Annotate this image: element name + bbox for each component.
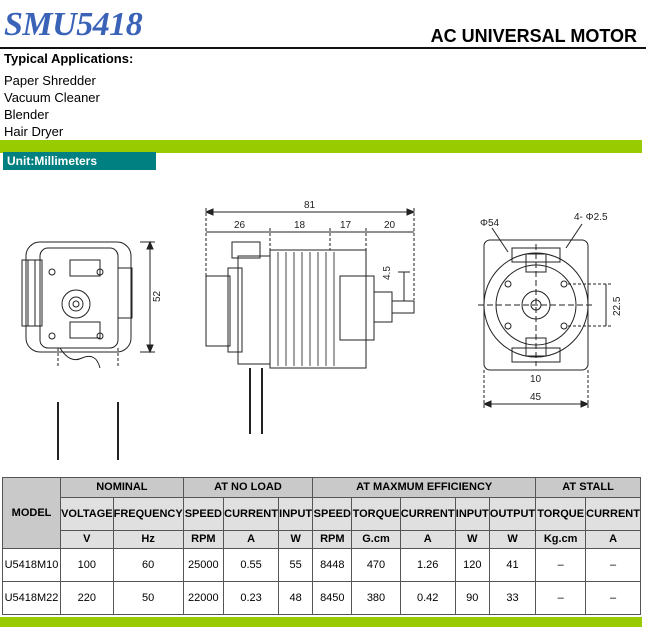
product-title: SMU5418	[4, 6, 143, 43]
table-cell: 50	[113, 582, 183, 615]
col-header: TORQUE	[536, 498, 586, 531]
table-cell: 1.26	[400, 549, 455, 582]
application-item: Vacuum Cleaner	[4, 90, 100, 105]
dim-total-label: 81	[304, 200, 316, 211]
table-cell: 470	[352, 549, 400, 582]
table-row	[3, 549, 641, 582]
table-cell: 90	[455, 582, 489, 615]
table-cell: 41	[489, 549, 535, 582]
col-header: FREQUENCY	[113, 498, 183, 531]
dim-a-label: 26	[234, 220, 246, 231]
th-max-efficiency: AT MAXMUM EFFICIENCY	[313, 478, 536, 498]
table-cell: –	[536, 582, 586, 615]
unit-header: Kg.cm	[536, 531, 586, 549]
unit-header: RPM	[313, 531, 352, 549]
unit-label: Unit:Millimeters	[3, 152, 156, 170]
unit-header: A	[400, 531, 455, 549]
dim-c-label: 17	[340, 220, 352, 231]
unit-header: W	[279, 531, 313, 549]
cell-model: U5418M22	[3, 582, 61, 615]
table-cell: 0.55	[224, 549, 279, 582]
table-cell: –	[586, 582, 641, 615]
table-cell: 380	[352, 582, 400, 615]
table-cell: –	[536, 549, 586, 582]
applications-title: Typical Applications:	[4, 51, 134, 66]
col-header: SPEED	[183, 498, 223, 531]
table-cell: 0.42	[400, 582, 455, 615]
th-no-load: AT NO LOAD	[183, 478, 313, 498]
unit-header: Hz	[113, 531, 183, 549]
table-cell: 25000	[183, 549, 223, 582]
dim-holes-label: 4- Φ2.5	[574, 212, 608, 223]
product-subtitle: AC UNIVERSAL MOTOR	[430, 26, 637, 46]
section-bar-bottom	[0, 617, 642, 627]
unit-header: V	[61, 531, 114, 549]
application-item: Hair Dryer	[4, 124, 64, 139]
col-header: INPUT	[455, 498, 489, 531]
application-item: Blender	[4, 107, 49, 122]
table-cell: 120	[455, 549, 489, 582]
cell-model: U5418M10	[3, 549, 61, 582]
dim-width-label: 45	[530, 392, 542, 403]
col-header: CURRENT	[586, 498, 641, 531]
col-header: CURRENT	[400, 498, 455, 531]
motor-drawings	[0, 172, 646, 472]
unit-header: W	[489, 531, 535, 549]
table-cell: –	[586, 549, 641, 582]
col-header: TORQUE	[352, 498, 400, 531]
application-item: Paper Shredder	[4, 73, 96, 88]
table-row	[3, 582, 641, 615]
table-cell: 22000	[183, 582, 223, 615]
th-nominal: NOMINAL	[61, 478, 184, 498]
unit-header: A	[586, 531, 641, 549]
dim-b-label: 18	[294, 220, 306, 231]
table-cell: 55	[279, 549, 313, 582]
col-header: CURRENT	[224, 498, 279, 531]
col-header: VOLTAGE	[61, 498, 114, 531]
table-cell: 220	[61, 582, 114, 615]
table-cell: 0.23	[224, 582, 279, 615]
table-cell: 33	[489, 582, 535, 615]
front-view-drawing	[206, 208, 414, 434]
table-cell: 8448	[313, 549, 352, 582]
table-cell: 48	[279, 582, 313, 615]
dim-height-label: 52	[152, 290, 163, 302]
dim-vertical-label: 22.5	[612, 296, 623, 316]
table-cell: 8450	[313, 582, 352, 615]
th-stall: AT STALL	[536, 478, 641, 498]
end-view-drawing	[478, 224, 612, 408]
table-cell: 100	[61, 549, 114, 582]
table-cell: 60	[113, 549, 183, 582]
unit-header: G.cm	[352, 531, 400, 549]
unit-header: RPM	[183, 531, 223, 549]
applications-list	[4, 72, 100, 140]
spec-table	[2, 477, 641, 615]
th-model: MODEL	[3, 478, 61, 549]
col-header: OUTPUT	[489, 498, 535, 531]
side-view-drawing	[22, 242, 155, 460]
dim-shaft-label: 4.5	[382, 266, 393, 280]
unit-header: W	[455, 531, 489, 549]
unit-header: A	[224, 531, 279, 549]
col-header: SPEED	[313, 498, 352, 531]
dim-d-label: 20	[384, 220, 396, 231]
header-divider	[0, 47, 646, 49]
dim-diameter-label: Φ54	[480, 218, 500, 229]
dim-small-label: 10	[530, 374, 542, 385]
col-header: INPUT	[279, 498, 313, 531]
